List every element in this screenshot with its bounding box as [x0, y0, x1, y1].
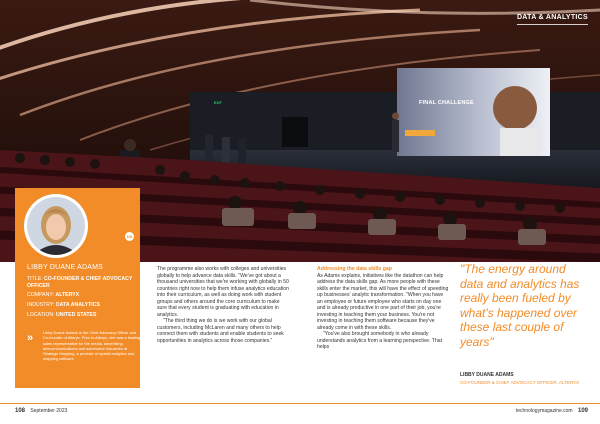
pull-quote: "The energy around data and analytics has really been fueled by what's happened over these last couple of years": [460, 262, 580, 349]
avatar-frame: [24, 194, 88, 258]
article-column-1: [157, 266, 289, 344]
profile-industry: [27, 302, 100, 309]
section-underline: [517, 24, 588, 25]
company-value: ALTERYX: [55, 292, 80, 298]
location-value: UNITED STATES: [56, 312, 97, 318]
subheading: Addressing the data skills gap: [317, 266, 392, 272]
article-column-2: [317, 266, 449, 351]
profile-name: LIBBY DUANE ADAMS: [27, 264, 104, 271]
title-value: CO-FOUNDER & CHIEF ADVOCACY OFFICER: [27, 276, 133, 289]
chevron-right-icon: »: [27, 332, 34, 344]
profile-company: [27, 292, 79, 299]
industry-key: INDUSTRY:: [27, 302, 55, 308]
paragraph: "You've also brought somebody in who already understands analytics from a learning perspective. That helps: [317, 331, 443, 350]
profile-title: [27, 276, 137, 290]
footer-right: [516, 408, 588, 414]
us-flag-icon: US: [126, 234, 133, 239]
quote-attribution-name: LIBBY DUANE ADAMS: [460, 372, 514, 378]
avatar: [27, 197, 85, 255]
paragraph: "The third thing we do is we work with our global customers, including McLaren and many others to help connect them with students and enable students to seek opportunities in analytics across those companies.": [157, 318, 284, 344]
paragraph: The programme also works with colleges and universities globally to help advance data skills. "We've got about a thousand universities that we're working with globally in 50 countries right now to help them infuse analytics education into their curriculum, as well as doing work with student groups and others around the core curriculum to make sure that every student is graduating with education in analytics.: [157, 266, 289, 318]
slide-title: FINAL CHALLENGE: [419, 100, 474, 106]
title-key: TITLE:: [27, 276, 43, 282]
footer-left: [15, 408, 67, 414]
portrait-illustration: [27, 197, 85, 255]
issue-date: September 2023: [30, 408, 68, 414]
company-key: COMPANY:: [27, 292, 54, 298]
exit-sign: EXIT: [214, 101, 222, 105]
footer-divider: [0, 403, 600, 404]
profile-location: [27, 312, 96, 319]
section-label: DATA & ANALYTICS: [516, 14, 588, 21]
industry-value: DATA ANALYTICS: [56, 302, 100, 308]
site-url[interactable]: technologymagazine.com: [515, 408, 573, 414]
page-number-right: 109: [577, 408, 588, 414]
location-key: LOCATION:: [27, 312, 55, 318]
section-tag: [517, 14, 588, 21]
quote-attribution-role: CO-FOUNDER & CHIEF ADVOCACY OFFICER, ALTERYX: [460, 380, 580, 385]
page-number-left: 108: [15, 408, 26, 414]
profile-card: [15, 188, 140, 388]
paragraph: As Adams explains, initiatives like the datathon can help address the data skills gap. As more people with these skills enter the market, this will have the effect of speeding up businesses' analytic transformation. "When you have an employee or future employee who starts on day one and is already productive in one part of their job, you're investing in teaching them your business. You're not investing in teaching them software because they've already come in with these skills.: [317, 272, 449, 331]
profile-bio: Libby Duane Adams is the Chief Advocacy Officer and Co-founder of Alteryx. Prior to Alteryx, she was a leading sales representative for the media, advertising, telecommunications and automotive industries at Strategic Mapping, a provider of spatial analytics and mapping software.: [43, 330, 141, 362]
